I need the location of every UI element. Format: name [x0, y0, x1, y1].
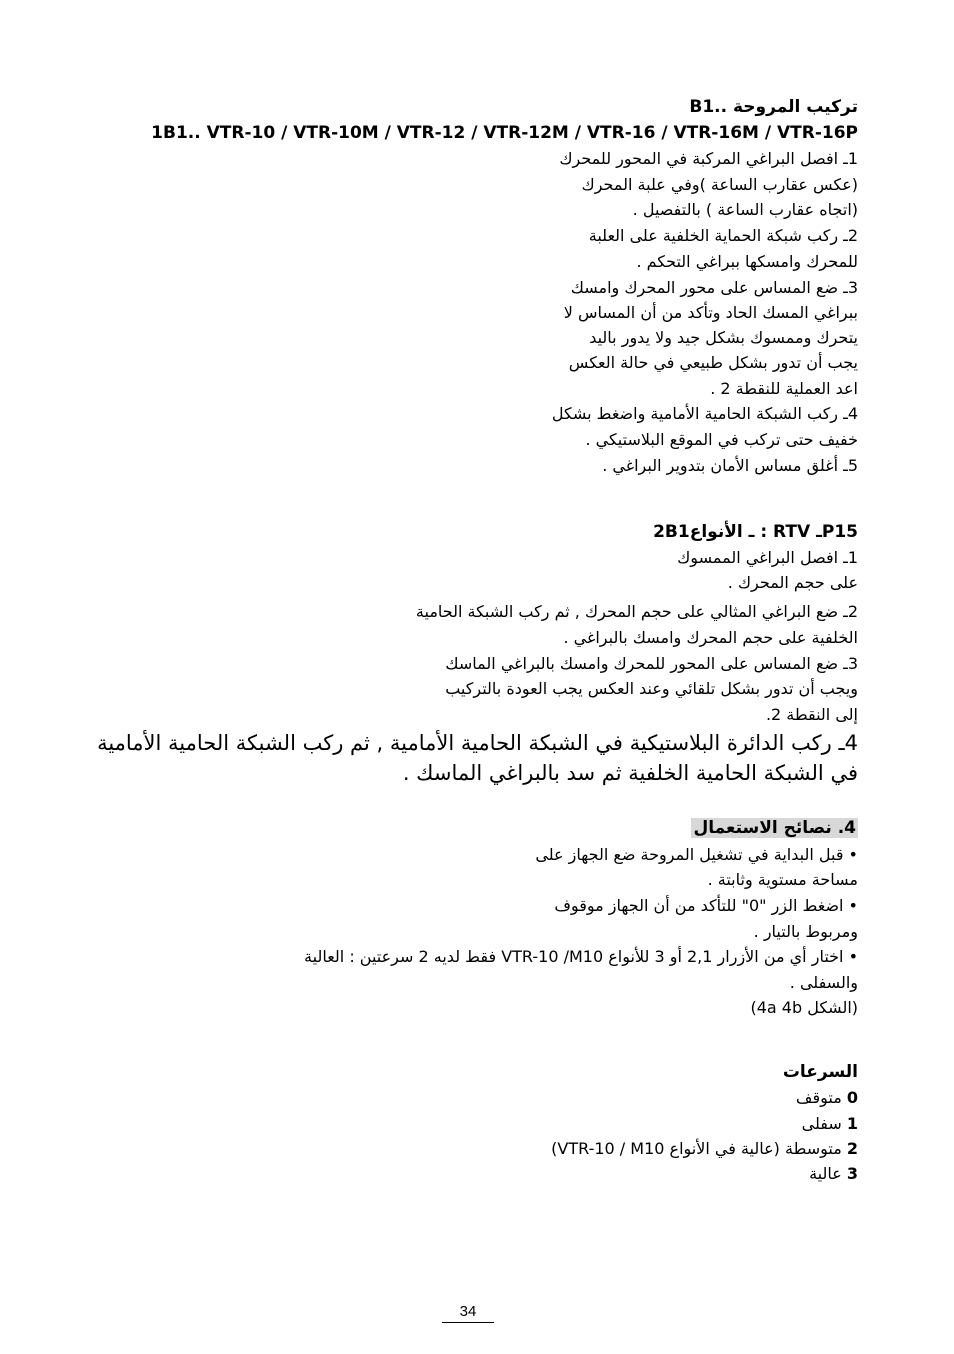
- speed-item: [551, 1138, 858, 1160]
- b1-line-11: 4ـ ركب الشبكة الحامية الأمامية واضغط بشكل: [551, 404, 858, 423]
- speed-item: [802, 1113, 858, 1135]
- speed-label: متوسطة (عالية في الأنواع VTR-10 / M10): [551, 1139, 842, 1158]
- b1-line-1: 1ـ افصل البراغي المركبة في المحور للمحرك: [559, 149, 858, 168]
- s4-line-5: • اختار أي من الأزرار 2,1 أو 3 للأنواع VTR-10 /M10 فقط لديه 2 سرعتين : العالية: [304, 947, 858, 966]
- b2-line-3: 2ـ ضع البراغي المثالي على حجم المحرك , ثم ركب الشبكة الحامية: [415, 602, 858, 621]
- speed-number: 1: [846, 1114, 858, 1133]
- b1-line-3: (اتجاه عقارب الساعة ) بالتفصيل .: [632, 200, 858, 219]
- section-b1-heading: B1.. تركيب المروحة: [689, 97, 858, 117]
- b2-large-line-1: 4ـ ركب الدائرة البلاستيكية في الشبكة الحامية الأمامية , ثم ركب الشبكة الحامية الأمامية: [97, 731, 858, 755]
- b1-line-13: 5ـ أغلق مساس الأمان بتدوير البراغي .: [602, 456, 858, 475]
- b1-line-6: 3ـ ضع المساس على محور المحرك وامسك: [570, 278, 858, 297]
- section-2b1-heading: 2B1ـ الأنواع : RTV ـP15: [653, 522, 858, 542]
- s4-line-3: • اضغط الزر "0" للتأكد من أن الجهاز موقوف: [554, 896, 858, 915]
- speed-item: [796, 1087, 858, 1109]
- b2-line-2: على حجم المحرك .: [727, 573, 858, 592]
- b1-line-4: 2ـ ركب شبكة الحماية الخلفية على العلبة: [588, 226, 858, 245]
- b2-large-line-2: في الشبكة الحامية الخلفية ثم سد بالبراغي الماسك .: [402, 761, 858, 785]
- section-4-heading: [691, 817, 858, 839]
- speeds-heading: السرعات: [782, 1062, 858, 1082]
- speed-label: متوقف: [795, 1088, 842, 1107]
- speed-label: سفلى: [801, 1114, 842, 1133]
- speed-number: 3: [846, 1164, 858, 1183]
- b2-line-1: 1ـ افصل البراغي الممسوك: [677, 548, 858, 567]
- b1-line-10: اعد العملية للنقطة 2 .: [710, 379, 858, 398]
- b1-line-5: للمحرك وامسكها ببراغي التحكم .: [636, 252, 858, 271]
- speed-label: عالية: [809, 1164, 842, 1183]
- b1-line-8: يتحرك وممسوك بشكل جيد ولا يدور باليد: [589, 328, 858, 347]
- speed-number: 0: [846, 1088, 858, 1107]
- s4-line-2: مساحة مستوية وثابتة .: [707, 870, 858, 889]
- b2-line-6: ويجب أن تدور بشكل تلقائي وعند العكس يجب العودة بالتركيب: [445, 679, 858, 698]
- b1-line-7: ببراغي المسك الحاد وتأكد من أن المساس لا: [563, 303, 858, 322]
- b2-line-7: إلى النقطة 2.: [765, 705, 858, 724]
- speed-item: [809, 1163, 858, 1185]
- b2-line-4: الخلفية على حجم المحرك وامسك بالبراغي .: [563, 628, 858, 647]
- speed-number: 2: [846, 1139, 858, 1158]
- b1-line-9: يجب أن تدور بشكل طبيعي في حالة العكس: [568, 353, 858, 372]
- s4-line-4: ومربوط بالتيار .: [753, 922, 858, 941]
- model-list-line: 1B1.. VTR-10 / VTR-10M / VTR-12 / VTR-12M / VTR-16 / VTR-16M / VTR-16P: [151, 123, 858, 143]
- s4-line-1: • قبل البداية في تشغيل المروحة ضع الجهاز على: [535, 845, 858, 864]
- section-4-heading-text: 4. نصائح الاستعمال: [693, 818, 856, 838]
- b1-line-12: خفيف حتى تركب في الموقع البلاستيكي .: [585, 430, 858, 449]
- b1-line-2: (عكس عقارب الساعة )وفي علبة المحرك: [581, 175, 858, 194]
- figure-reference: (الشكل 4a 4b): [750, 998, 858, 1017]
- page-number: 34: [442, 1302, 494, 1323]
- b2-line-5: 3ـ ضع المساس على المحور للمحرك وامسك بالبراغي الماسك: [445, 654, 858, 673]
- s4-line-6: والسفلى .: [789, 973, 858, 992]
